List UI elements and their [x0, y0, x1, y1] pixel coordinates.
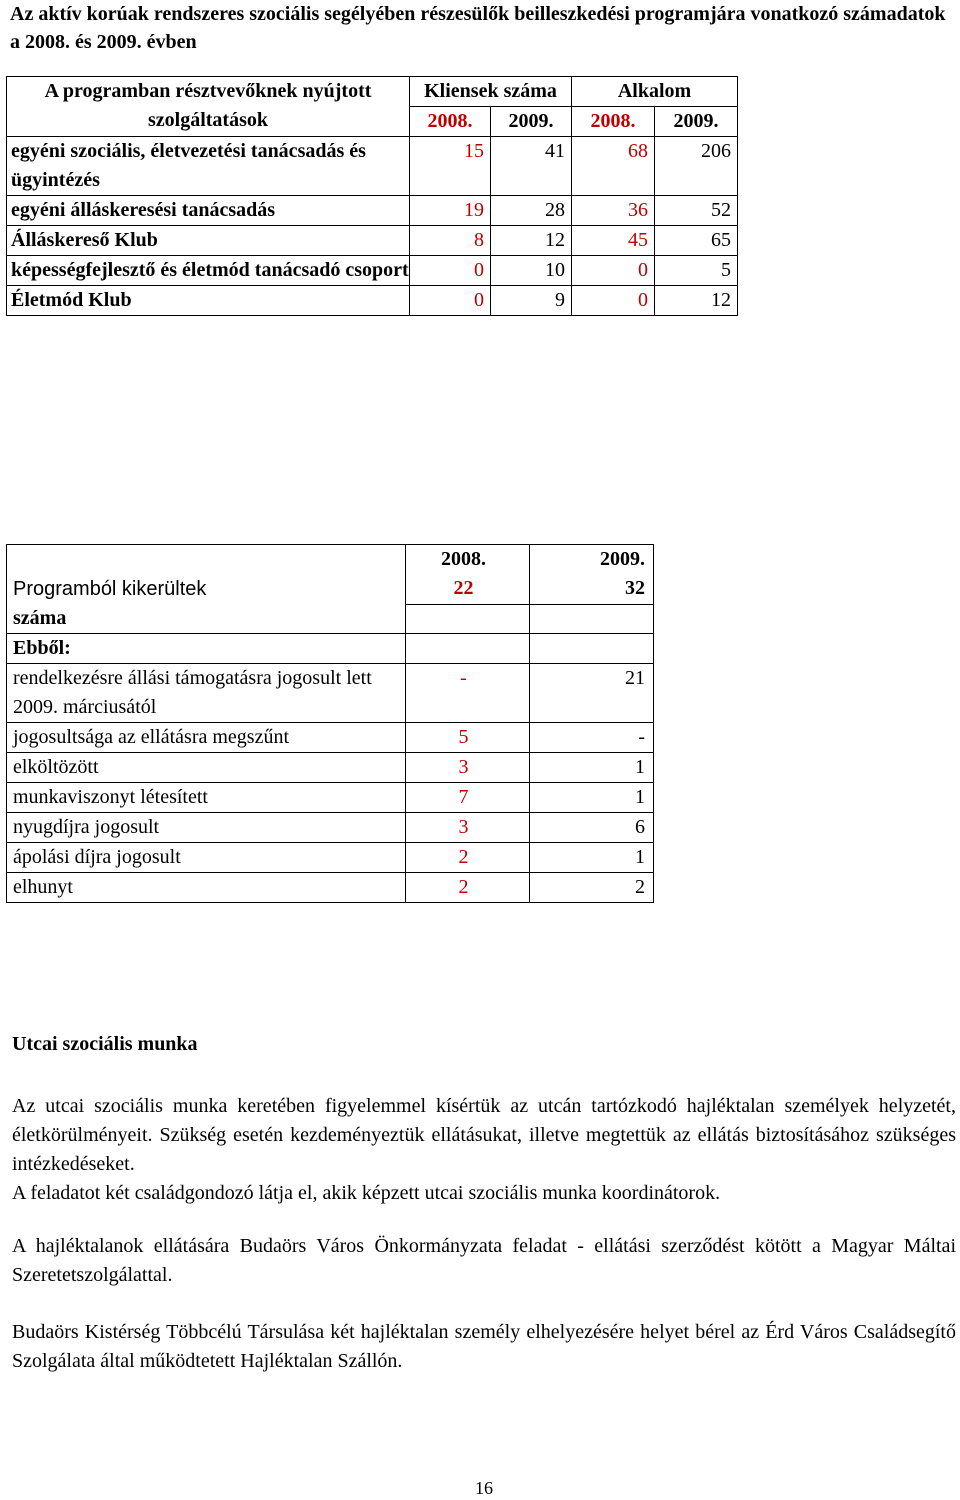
table-row	[7, 723, 654, 753]
value-cell: 22	[406, 574, 530, 604]
value-cell: 2	[530, 873, 654, 903]
value-cell: 1	[530, 753, 654, 783]
value-cell: 6	[530, 813, 654, 843]
value-cell: 2	[406, 873, 530, 903]
value-cell: 21	[530, 664, 654, 723]
paragraph: A feladatot két családgondozó látja el, akik képzett utcai szociális munka koordinátorok.	[12, 1182, 721, 1204]
services-table	[6, 76, 738, 316]
value-cell: 32	[530, 574, 654, 604]
value-cell: 68	[572, 137, 655, 196]
header-label-line2: száma	[7, 604, 406, 634]
table-header-row	[7, 545, 654, 575]
empty-cell	[530, 634, 654, 664]
header-label-cell	[7, 545, 406, 605]
empty-cell	[530, 604, 654, 634]
table-row	[7, 196, 738, 226]
table-row	[7, 634, 654, 664]
value-cell: 0	[572, 286, 655, 316]
table-row	[7, 604, 654, 634]
table-row	[7, 783, 654, 813]
value-cell: 10	[491, 256, 572, 286]
row-label: Életmód Klub	[7, 286, 410, 316]
table-header-row	[7, 77, 738, 107]
year-cell: 2009.	[655, 107, 738, 137]
value-cell: 1	[530, 843, 654, 873]
header-label: Programból kikerültek	[13, 578, 207, 600]
page-number: 16	[475, 1478, 493, 1498]
table-row	[7, 813, 654, 843]
row-label: elköltözött	[7, 753, 406, 783]
row-label: nyugdíjra jogosult	[7, 813, 406, 843]
value-cell: -	[406, 664, 530, 723]
row-label: munkaviszonyt létesített	[7, 783, 406, 813]
year-cell: 2009.	[530, 545, 654, 575]
table-row	[7, 843, 654, 873]
value-cell: 206	[655, 137, 738, 196]
value-cell: 2	[406, 843, 530, 873]
table-row	[7, 753, 654, 783]
value-cell: 9	[491, 286, 572, 316]
row-label: egyéni szociális, életvezetési tanácsadás és ügyintézés	[7, 137, 410, 196]
table-row	[7, 873, 654, 903]
value-cell: 3	[406, 813, 530, 843]
header-occasions: Alkalom	[572, 77, 738, 107]
table-row	[7, 226, 738, 256]
value-cell: 0	[410, 286, 491, 316]
year-cell: 2008.	[406, 545, 530, 575]
empty-cell	[406, 604, 530, 634]
header-service: A programban résztvevőknek nyújtott szolgáltatások	[7, 77, 410, 137]
header-clients: Kliensek száma	[410, 77, 572, 107]
exits-table	[6, 544, 654, 903]
row-label: képességfejlesztő és életmód tanácsadó csoport	[7, 256, 410, 286]
table-row	[7, 286, 738, 316]
section-heading: Utcai szociális munka	[12, 1033, 198, 1055]
value-cell: 8	[410, 226, 491, 256]
value-cell: 65	[655, 226, 738, 256]
value-cell: 7	[406, 783, 530, 813]
document-title: Az aktív korúak rendszeres szociális segélyében részesülők beilleszkedési programjára vonatkozó számadatok a 2008. és 2009. évben	[10, 3, 946, 53]
table-row	[7, 256, 738, 286]
year-cell: 2008.	[410, 107, 491, 137]
row-label: egyéni álláskeresési tanácsadás	[7, 196, 410, 226]
year-cell: 2008.	[572, 107, 655, 137]
ebbol-label: Ebből:	[7, 634, 406, 664]
value-cell: 15	[410, 137, 491, 196]
year-cell: 2009.	[491, 107, 572, 137]
value-cell: 45	[572, 226, 655, 256]
row-label: ápolási díjra jogosult	[7, 843, 406, 873]
value-cell: 0	[410, 256, 491, 286]
value-cell: -	[530, 723, 654, 753]
paragraph: A hajléktalanok ellátására Budaörs Város Önkormányzata feladat - ellátási szerződést kötött a Magyar Máltai Szeretetszolgálattal.	[12, 1235, 956, 1286]
row-label: elhunyt	[7, 873, 406, 903]
paragraph: Budaörs Kistérség Többcélú Társulása két hajléktalan személy elhelyezésére helyet bérel az Érd Város Családsegítő Szolgálata által működtetett Hajléktalan Szállón.	[12, 1321, 956, 1372]
value-cell: 3	[406, 753, 530, 783]
value-cell: 5	[406, 723, 530, 753]
row-label: Álláskereső Klub	[7, 226, 410, 256]
empty-cell	[406, 634, 530, 664]
paragraph: Az utcai szociális munka keretében figyelemmel kísértük az utcán tartózkodó hajléktalan személyek helyzetét, életkörülményeit. Szükség esetén kezdeményeztük ellátásukat, illetve megtettük az ellátás biztosításához szükséges intézkedéseket.	[12, 1095, 956, 1175]
value-cell: 12	[491, 226, 572, 256]
value-cell: 1	[530, 783, 654, 813]
table-row	[7, 664, 654, 723]
value-cell: 28	[491, 196, 572, 226]
value-cell: 36	[572, 196, 655, 226]
row-label: jogosultsága az ellátásra megszűnt	[7, 723, 406, 753]
value-cell: 52	[655, 196, 738, 226]
value-cell: 12	[655, 286, 738, 316]
value-cell: 5	[655, 256, 738, 286]
value-cell: 0	[572, 256, 655, 286]
value-cell: 41	[491, 137, 572, 196]
table-row	[7, 137, 738, 196]
value-cell: 19	[410, 196, 491, 226]
row-label: rendelkezésre állási támogatásra jogosult lett 2009. márciusától	[7, 664, 406, 723]
